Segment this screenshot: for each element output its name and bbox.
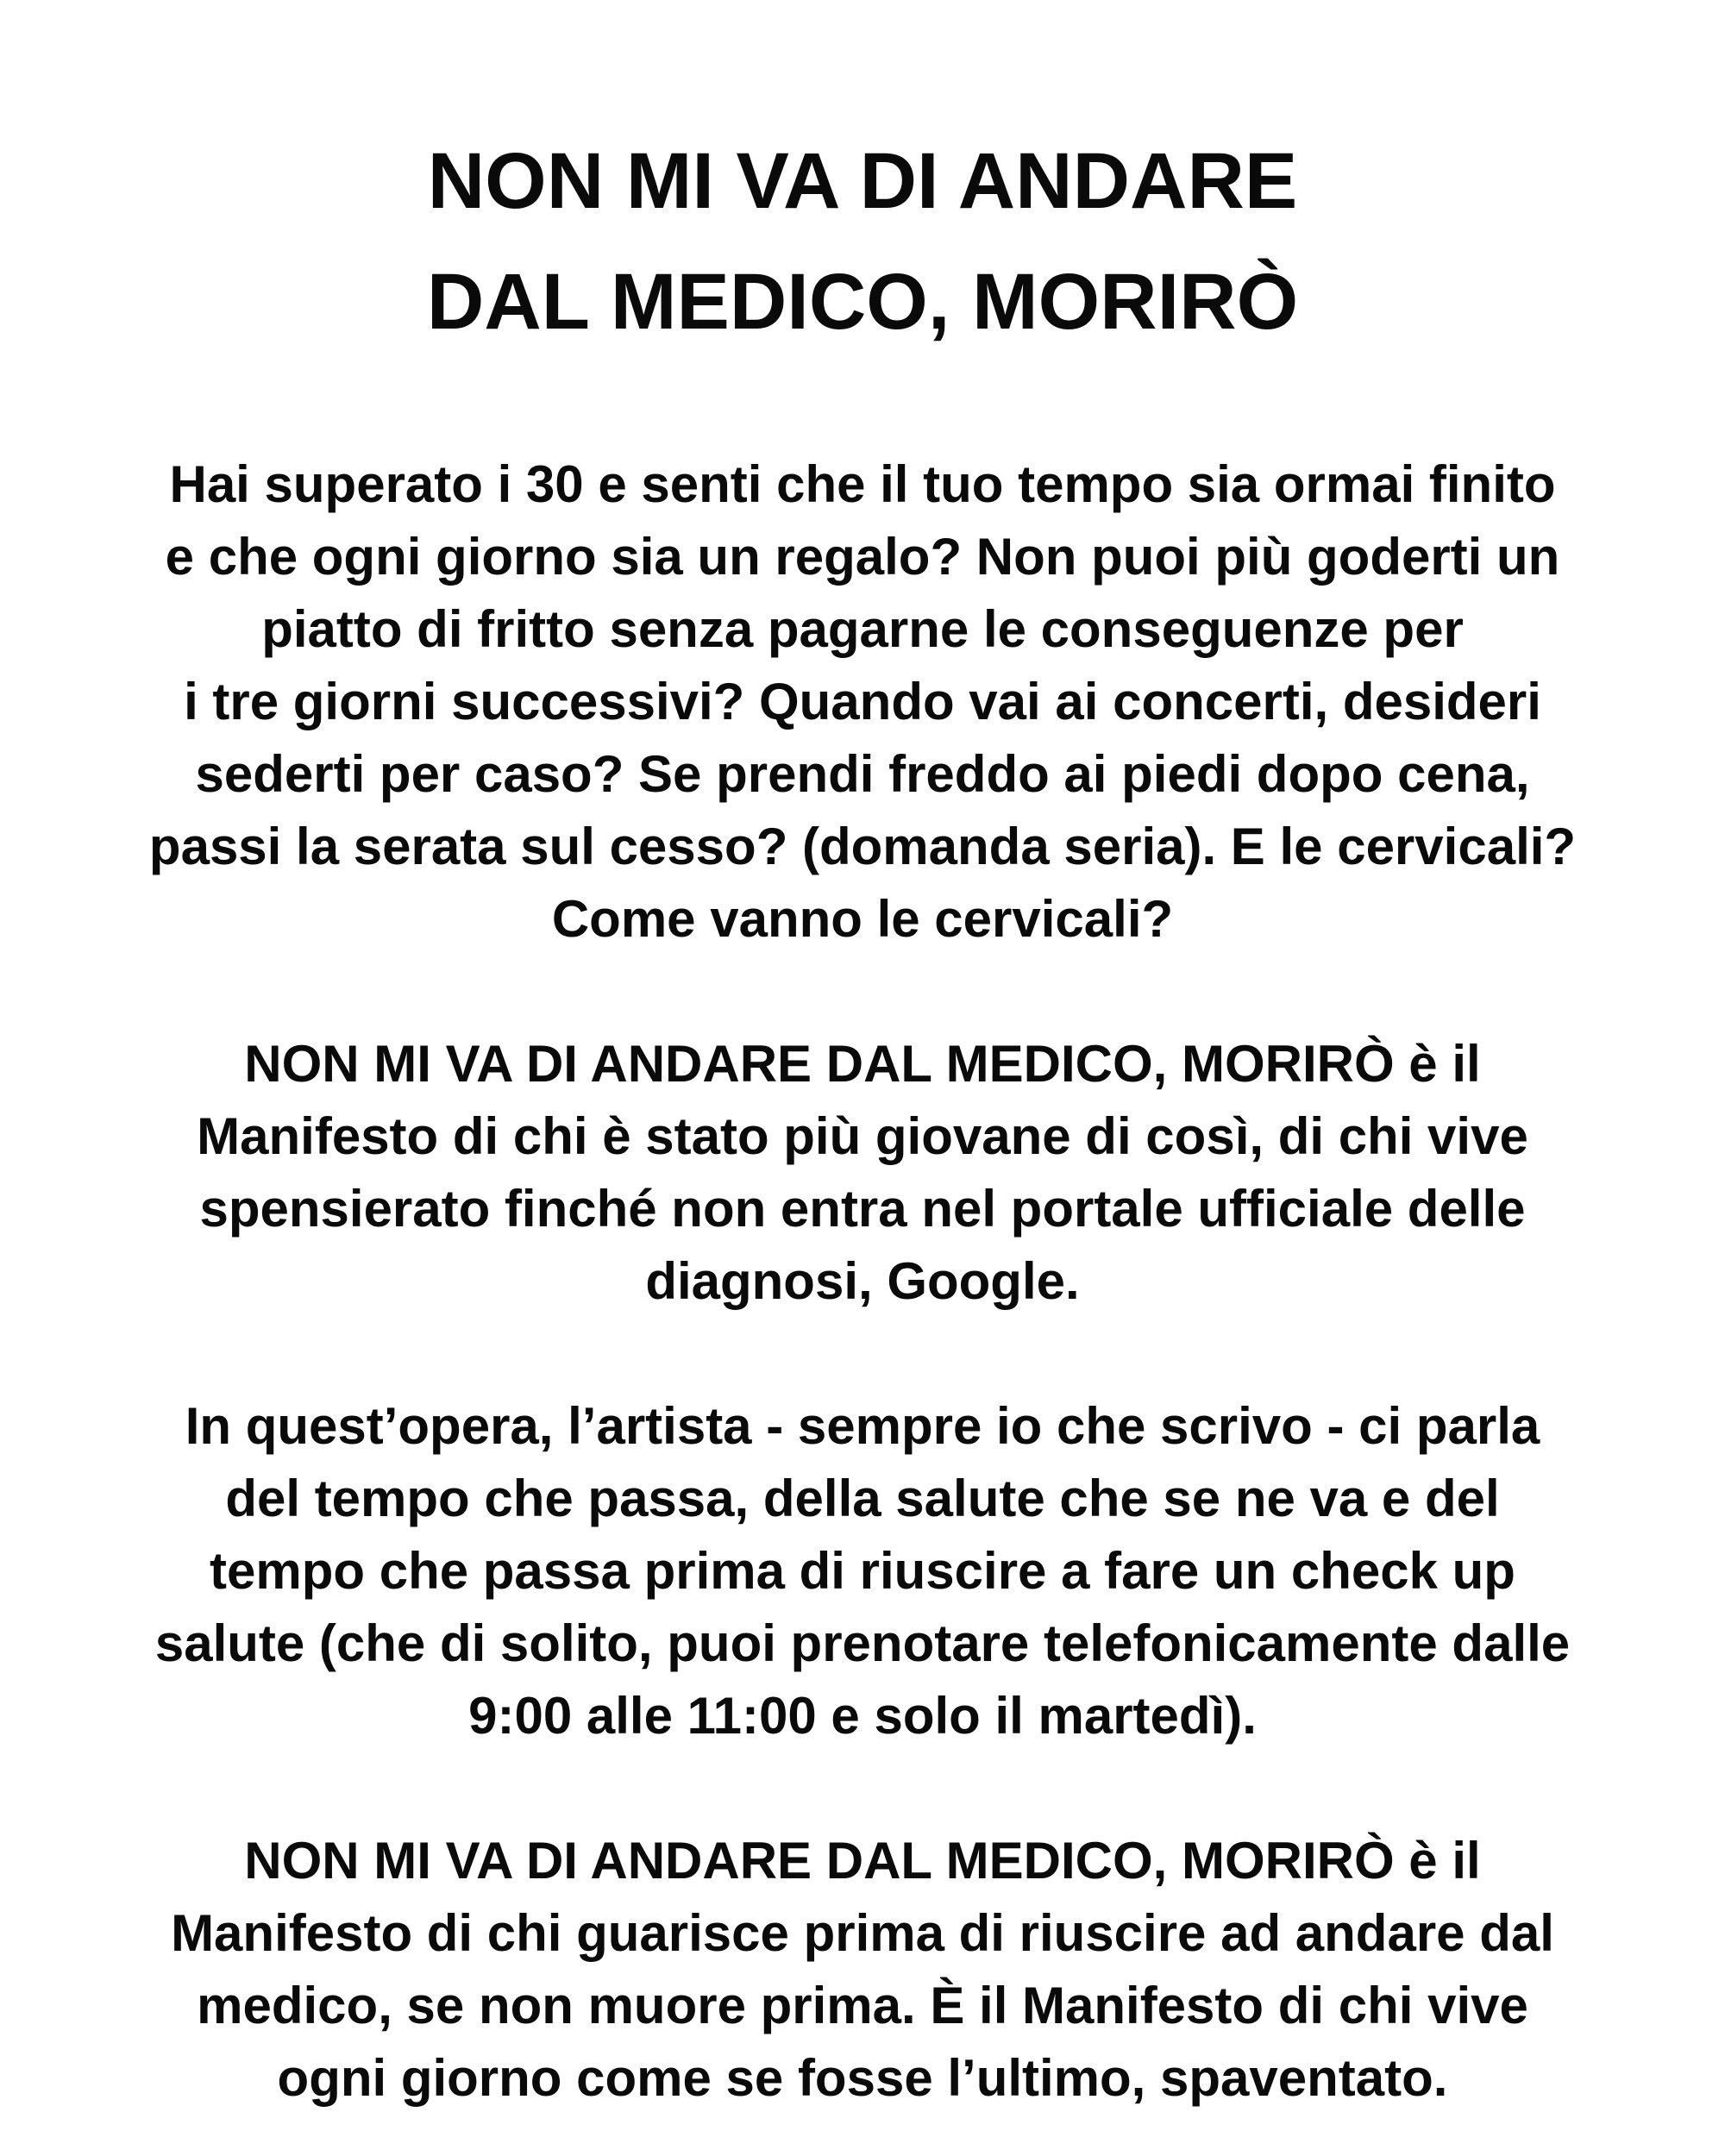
- paragraph-intro: [43, 448, 1682, 956]
- paragraph-manifesto-2: [43, 1825, 1682, 2115]
- text-line: Hai superato i 30 e senti che il tuo tempo sia ormai finito: [169, 455, 1556, 513]
- text-line: spensierato finché non entra nel portale ufficiale delle: [199, 1180, 1526, 1238]
- text-line: e che ogni giorno sia un regalo? Non puoi più goderti un: [165, 528, 1560, 586]
- title-line: NON MI VA DI ANDARE: [427, 137, 1298, 225]
- text-line: i tre giorni successivi? Quando vai ai concerti, desideri: [184, 673, 1541, 730]
- paragraph-artist: [43, 1390, 1682, 1752]
- text-line: Manifesto di chi guarisce prima di riuscire ad andare dal: [171, 1904, 1554, 1962]
- paragraph-manifesto-1: [43, 1028, 1682, 1318]
- text-line: NON MI VA DI ANDARE DAL MEDICO, MORIRÒ è il: [244, 1035, 1481, 1093]
- text-line: passi la serata sul cesso? (domanda seria). E le cervicali?: [148, 818, 1577, 875]
- text-line: ogni giorno come se fosse l’ultimo, spaventato.: [277, 2049, 1448, 2107]
- text-line: Come vanno le cervicali?: [551, 890, 1174, 948]
- text-line: In quest’opera, l’artista - sempre io che scrivo - ci parla: [185, 1397, 1540, 1455]
- text-line: medico, se non muore prima. È il Manifesto di chi vive: [197, 1977, 1528, 2034]
- text-line: piatto di fritto senza pagarne le conseguenze per: [261, 600, 1464, 658]
- text-line: diagnosi, Google.: [645, 1252, 1080, 1310]
- text-line: Manifesto di chi è stato più giovane di così, di chi vive: [197, 1107, 1528, 1165]
- text-line: NON MI VA DI ANDARE DAL MEDICO, MORIRÒ è il: [244, 1832, 1481, 1890]
- text-line: del tempo che passa, della salute che se ne va e del: [225, 1470, 1500, 1527]
- text-line: sederti per caso? Se prendi freddo ai piedi dopo cena,: [195, 745, 1530, 803]
- text-line: 9:00 alle 11:00 e solo il martedì).: [468, 1687, 1257, 1745]
- text-line: salute (che di solito, puoi prenotare telefonicamente dalle: [154, 1614, 1571, 1672]
- page-title: [43, 121, 1682, 362]
- text-line: tempo che passa prima di riuscire a fare un check up: [210, 1542, 1515, 1600]
- title-line: DAL MEDICO, MORIRÒ: [426, 258, 1299, 346]
